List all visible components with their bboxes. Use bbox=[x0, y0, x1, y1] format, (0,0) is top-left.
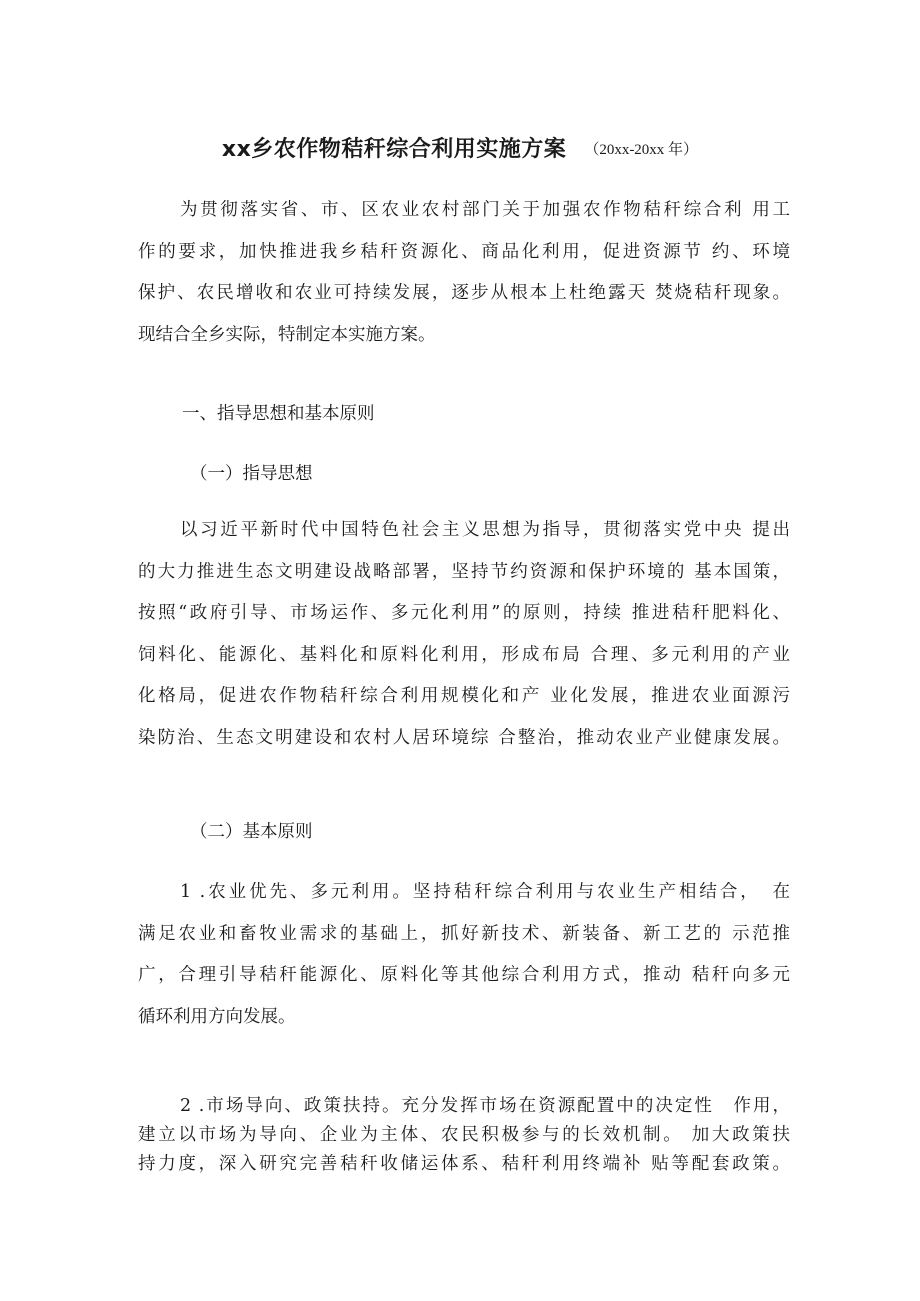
principle2-line: 2 .市场导向、政策扶持。充分发挥市场在资源配置中的决定性 作用， bbox=[180, 1096, 790, 1116]
guiding-line: 的大力推进生态文明建设战略部署，坚持节约资源和保护环境的 基本国策， bbox=[138, 561, 790, 582]
document-title-years: （20xx-20xx 年） bbox=[584, 142, 699, 158]
intro-paragraph bbox=[138, 190, 790, 356]
guiding-paragraph bbox=[138, 510, 790, 759]
guiding-line: 化格局，促进农作物秸秆综合利用规模化和产 业化发展，推进农业面源污 bbox=[138, 686, 790, 706]
principle2-paragraph bbox=[138, 1092, 790, 1179]
sub1-heading: （一）指导思想 bbox=[190, 464, 313, 484]
sub2-heading: （二）基本原则 bbox=[190, 822, 313, 842]
principle1-line: 满足农业和畜牧业需求的基础上，抓好新技术、新装备、新工艺的 示范推 bbox=[138, 923, 790, 944]
guiding-line: 染防治、生态文明建设和农村人居环境综 合整治，推动农业产业健康发展。 bbox=[138, 727, 790, 748]
guiding-line: 饲料化、能源化、基料化和原料化利用，形成布局 合理、多元利用的产业 bbox=[138, 644, 790, 665]
principle2-line: 建立以市场为导向、企业为主体、农民积极参与的长效机制。 加大政策扶 bbox=[138, 1125, 790, 1145]
intro-line: 为贯彻落实省、市、区农业农村部门关于加强农作物秸秆综合利 用工 bbox=[180, 200, 790, 220]
principle1-paragraph bbox=[138, 872, 790, 1038]
principle2-line: 持力度，深入研究完善秸秆收储运体系、秸秆利用终端补 贴等配套政策。 bbox=[138, 1154, 790, 1174]
guiding-line: 以习近平新时代中国特色社会主义思想为指导，贯彻落实党中央 提出 bbox=[180, 520, 790, 540]
intro-line: 现结合全乡实际，特制定本实施方案。 bbox=[138, 324, 436, 345]
principle1-line: 1 .农业优先、多元利用。坚持秸秆综合利用与农业生产相结合， 在 bbox=[180, 882, 790, 902]
document-title-row bbox=[0, 132, 920, 163]
section1-heading: 一、指导思想和基本原则 bbox=[182, 404, 375, 424]
intro-line: 保护、农民增收和农业可持续发展，逐步从根本上杜绝露天 焚烧秸秆现象。 bbox=[138, 283, 790, 303]
document-title: xx乡农作物秸秆综合利用实施方案 bbox=[221, 137, 567, 162]
intro-line: 作的要求，加快推进我乡秸秆资源化、商品化利用，促进资源节 约、环境 bbox=[138, 241, 790, 262]
principle1-line: 广，合理引导秸秆能源化、原料化等其他综合利用方式，推动 秸秆向多元 bbox=[138, 965, 790, 985]
principle1-line: 循环利用方向发展。 bbox=[138, 1006, 296, 1027]
guiding-line: 按照“政府引导、市场运作、多元化利用”的原则，持续 推进秸秆肥料化、 bbox=[138, 603, 790, 623]
